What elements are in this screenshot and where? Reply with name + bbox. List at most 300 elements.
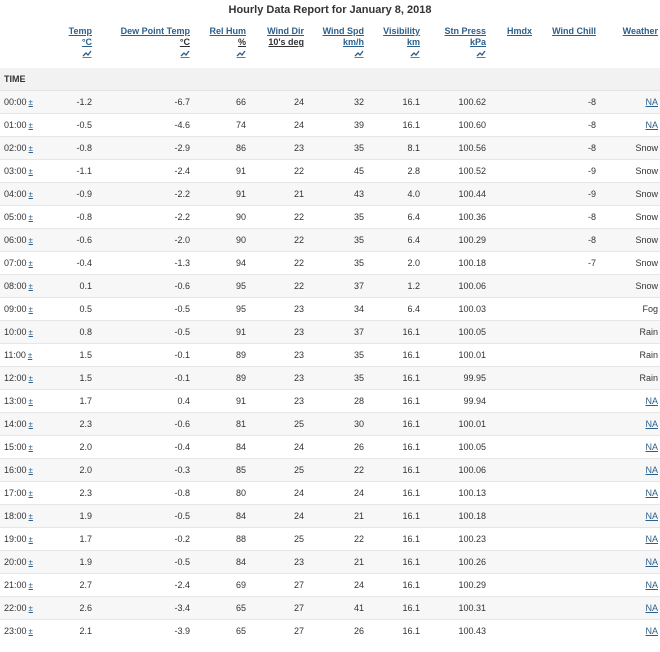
hmdx-cell (490, 367, 536, 390)
weather-cell: Rain (600, 344, 660, 367)
vis-cell: 16.1 (368, 91, 424, 114)
dir-cell: 23 (250, 551, 308, 574)
dir-cell: 23 (250, 298, 308, 321)
vis-cell: 2.8 (368, 160, 424, 183)
time-value: 13:00 (4, 396, 27, 406)
time-value: 18:00 (4, 511, 27, 521)
time-value: 07:00 (4, 258, 27, 268)
time-value: 21:00 (4, 580, 27, 590)
table-row (0, 436, 660, 459)
weather-na-link[interactable]: NA (645, 557, 658, 567)
table-row (0, 229, 660, 252)
hmdx-cell (490, 482, 536, 505)
press-cell: 100.29 (424, 229, 490, 252)
time-value: 09:00 (4, 304, 27, 314)
col-dew[interactable] (96, 24, 194, 68)
line-chart-icon[interactable] (354, 49, 364, 58)
dew-cell: -4.6 (96, 114, 194, 137)
time-flag-link[interactable]: ± (28, 512, 33, 521)
col-chill[interactable] (536, 24, 600, 68)
hmdx-cell (490, 574, 536, 597)
col-press-unit: kPa (469, 37, 486, 47)
weather-cell: Rain (600, 321, 660, 344)
time-cell (0, 275, 58, 298)
chill-cell: -8 (536, 91, 600, 114)
hum-cell: 69 (194, 574, 250, 597)
vis-cell: 16.1 (368, 436, 424, 459)
temp-cell: -0.9 (58, 183, 96, 206)
table-row (0, 505, 660, 528)
table-row (0, 367, 660, 390)
time-cell (0, 436, 58, 459)
col-temp[interactable] (58, 24, 96, 68)
dir-cell: 21 (250, 183, 308, 206)
chill-cell (536, 528, 600, 551)
dir-cell: 24 (250, 114, 308, 137)
chill-cell (536, 390, 600, 413)
time-flag-link[interactable]: ± (28, 259, 33, 268)
press-cell: 100.36 (424, 206, 490, 229)
vis-cell: 16.1 (368, 344, 424, 367)
hum-cell: 89 (194, 344, 250, 367)
hmdx-cell (490, 206, 536, 229)
time-flag-link[interactable]: ± (28, 397, 33, 406)
press-cell: 100.43 (424, 620, 490, 643)
dew-cell: -6.7 (96, 91, 194, 114)
dir-cell: 22 (250, 252, 308, 275)
hmdx-cell (490, 597, 536, 620)
time-cell (0, 597, 58, 620)
time-flag-link[interactable]: ± (28, 167, 33, 176)
vis-cell: 16.1 (368, 367, 424, 390)
spd-cell: 35 (308, 344, 368, 367)
time-flag-link[interactable]: ± (28, 98, 33, 107)
temp-cell: -0.5 (58, 114, 96, 137)
press-cell: 100.29 (424, 574, 490, 597)
dew-cell: -0.4 (96, 436, 194, 459)
hmdx-cell (490, 413, 536, 436)
dir-cell: 24 (250, 505, 308, 528)
weather-cell (600, 91, 660, 114)
temp-cell: 2.3 (58, 482, 96, 505)
vis-cell: 16.1 (368, 413, 424, 436)
hmdx-cell (490, 344, 536, 367)
spd-cell: 35 (308, 229, 368, 252)
time-flag-link[interactable]: ± (28, 144, 33, 153)
col-vis-label[interactable]: Visibility (383, 26, 420, 36)
hmdx-cell (490, 114, 536, 137)
temp-cell: -0.6 (58, 229, 96, 252)
dew-cell: -0.8 (96, 482, 194, 505)
dew-cell: -0.3 (96, 459, 194, 482)
spd-cell: 34 (308, 298, 368, 321)
temp-cell: 1.5 (58, 367, 96, 390)
time-value: 08:00 (4, 281, 27, 291)
spd-cell: 30 (308, 413, 368, 436)
press-cell: 100.44 (424, 183, 490, 206)
col-hum-unit: % (237, 37, 246, 47)
time-header: TIME (0, 68, 660, 91)
spd-cell: 24 (308, 574, 368, 597)
vis-cell: 16.1 (368, 459, 424, 482)
weather-cell: Snow (600, 137, 660, 160)
weather-cell (600, 114, 660, 137)
weather-na-link[interactable]: NA (645, 511, 658, 521)
col-dir-label[interactable]: Wind Dir (267, 26, 304, 36)
col-temp-unit: °C (81, 37, 92, 47)
temp-cell: 0.5 (58, 298, 96, 321)
spd-cell: 39 (308, 114, 368, 137)
press-cell: 100.26 (424, 551, 490, 574)
time-flag-link[interactable]: ± (28, 121, 33, 130)
dew-cell: 0.4 (96, 390, 194, 413)
hum-cell: 80 (194, 482, 250, 505)
time-value: 10:00 (4, 327, 27, 337)
time-value: 11:00 (4, 350, 26, 360)
line-chart-icon[interactable] (180, 49, 190, 58)
dir-cell: 22 (250, 160, 308, 183)
table-row (0, 298, 660, 321)
time-cell (0, 183, 58, 206)
time-flag-link[interactable]: ± (28, 328, 33, 337)
hum-cell: 91 (194, 390, 250, 413)
chill-cell (536, 459, 600, 482)
hum-cell: 94 (194, 252, 250, 275)
spd-cell: 45 (308, 160, 368, 183)
dew-cell: -2.4 (96, 160, 194, 183)
table-row (0, 574, 660, 597)
time-flag-link[interactable]: ± (28, 466, 33, 475)
spd-cell: 21 (308, 551, 368, 574)
hum-cell: 81 (194, 413, 250, 436)
table-row (0, 137, 660, 160)
time-flag-link[interactable]: ± (28, 443, 33, 452)
dew-cell: -3.9 (96, 620, 194, 643)
weather-cell: Snow (600, 183, 660, 206)
dew-cell: -0.5 (96, 551, 194, 574)
weather-na-link[interactable]: NA (645, 534, 658, 544)
hum-cell: 88 (194, 528, 250, 551)
weather-cell: Snow (600, 229, 660, 252)
hum-cell: 65 (194, 597, 250, 620)
dew-cell: -2.4 (96, 574, 194, 597)
vis-cell: 16.1 (368, 574, 424, 597)
press-cell: 100.23 (424, 528, 490, 551)
chill-cell: -7 (536, 252, 600, 275)
weather-cell: Snow (600, 160, 660, 183)
time-cell (0, 505, 58, 528)
col-spd[interactable] (308, 24, 368, 68)
table-row (0, 206, 660, 229)
time-flag-link[interactable]: ± (28, 190, 33, 199)
time-flag-link[interactable]: ± (28, 535, 33, 544)
time-value: 20:00 (4, 557, 27, 567)
time-flag-link[interactable]: ± (28, 236, 33, 245)
chill-cell (536, 298, 600, 321)
time-flag-link[interactable]: ± (28, 374, 33, 383)
press-cell: 100.52 (424, 160, 490, 183)
time-flag-link[interactable]: ± (28, 489, 33, 498)
line-chart-icon[interactable] (476, 49, 486, 58)
dir-cell: 24 (250, 482, 308, 505)
table-row (0, 390, 660, 413)
dew-cell: -2.2 (96, 183, 194, 206)
col-vis[interactable] (368, 24, 424, 68)
hmdx-cell (490, 137, 536, 160)
time-flag-link[interactable]: ± (28, 581, 33, 590)
dir-cell: 25 (250, 413, 308, 436)
dir-cell: 22 (250, 229, 308, 252)
time-cell (0, 482, 58, 505)
chill-cell: -9 (536, 160, 600, 183)
page-title: Hourly Data Report for January 8, 2018 (228, 4, 432, 16)
table-row (0, 344, 660, 367)
hmdx-cell (490, 91, 536, 114)
spd-cell: 35 (308, 137, 368, 160)
table-row (0, 482, 660, 505)
table-row (0, 413, 660, 436)
chill-cell (536, 321, 600, 344)
col-hum[interactable] (194, 24, 250, 68)
hum-cell: 90 (194, 229, 250, 252)
chill-cell (536, 344, 600, 367)
dir-cell: 24 (250, 91, 308, 114)
time-value: 16:00 (4, 465, 27, 475)
time-value: 22:00 (4, 603, 27, 613)
temp-cell: 1.5 (58, 344, 96, 367)
temp-cell: 1.9 (58, 505, 96, 528)
vis-cell: 6.4 (368, 206, 424, 229)
dir-cell: 23 (250, 344, 308, 367)
chill-cell (536, 436, 600, 459)
weather-na-link[interactable]: NA (645, 442, 658, 452)
dew-cell: -0.6 (96, 413, 194, 436)
temp-cell: -0.8 (58, 137, 96, 160)
hmdx-cell (490, 620, 536, 643)
dir-cell: 22 (250, 275, 308, 298)
column-header-row (0, 24, 660, 68)
spd-cell: 37 (308, 321, 368, 344)
line-chart-icon[interactable] (410, 49, 420, 58)
hmdx-cell (490, 436, 536, 459)
col-weather-label[interactable]: Weather (622, 26, 658, 36)
col-temp-label[interactable]: Temp (68, 26, 92, 36)
chill-cell: -8 (536, 206, 600, 229)
col-dir[interactable] (250, 24, 308, 68)
temp-cell: 1.7 (58, 390, 96, 413)
hmdx-cell (490, 160, 536, 183)
hmdx-cell (490, 229, 536, 252)
spd-cell: 32 (308, 91, 368, 114)
hum-cell: 95 (194, 275, 250, 298)
vis-cell: 16.1 (368, 114, 424, 137)
time-value: 12:00 (4, 373, 27, 383)
dew-cell: -0.6 (96, 275, 194, 298)
time-flag-link[interactable]: ± (28, 627, 33, 636)
weather-na-link[interactable]: NA (645, 419, 658, 429)
dir-cell: 23 (250, 367, 308, 390)
time-flag-link[interactable]: ± (28, 213, 33, 222)
time-flag-link[interactable]: ± (28, 305, 33, 314)
press-cell: 100.06 (424, 459, 490, 482)
dew-cell: -1.3 (96, 252, 194, 275)
time-cell (0, 229, 58, 252)
spd-cell: 43 (308, 183, 368, 206)
time-cell (0, 344, 58, 367)
temp-cell: 2.7 (58, 574, 96, 597)
vis-cell: 16.1 (368, 482, 424, 505)
vis-cell: 16.1 (368, 620, 424, 643)
weather-na-link[interactable]: NA (645, 626, 658, 636)
weather-na-link[interactable]: NA (645, 603, 658, 613)
dir-cell: 27 (250, 597, 308, 620)
vis-cell: 16.1 (368, 528, 424, 551)
table-row (0, 459, 660, 482)
dir-cell: 27 (250, 574, 308, 597)
chill-cell: -8 (536, 137, 600, 160)
hum-cell: 66 (194, 91, 250, 114)
hum-cell: 84 (194, 505, 250, 528)
spd-cell: 35 (308, 367, 368, 390)
hourly-data-table (0, 24, 660, 642)
time-cell (0, 459, 58, 482)
vis-cell: 1.2 (368, 275, 424, 298)
time-value: 05:00 (4, 212, 27, 222)
col-press-label[interactable]: Stn Press (444, 26, 486, 36)
weather-na-link[interactable]: NA (645, 97, 658, 107)
hum-cell: 95 (194, 298, 250, 321)
time-flag-link[interactable]: ± (28, 604, 33, 613)
weather-na-link[interactable]: NA (645, 488, 658, 498)
dir-cell: 23 (250, 390, 308, 413)
col-weather[interactable] (600, 24, 660, 68)
press-cell: 100.01 (424, 413, 490, 436)
press-cell: 100.01 (424, 344, 490, 367)
col-hmdx[interactable] (490, 24, 536, 68)
time-value: 15:00 (4, 442, 27, 452)
line-chart-icon[interactable] (82, 49, 92, 58)
press-cell: 100.05 (424, 436, 490, 459)
table-row (0, 620, 660, 643)
time-value: 03:00 (4, 166, 27, 176)
col-dew-label[interactable]: Dew Point Temp (120, 26, 190, 36)
vis-cell: 6.4 (368, 298, 424, 321)
chill-cell (536, 275, 600, 298)
time-flag-link[interactable]: ± (28, 282, 33, 291)
col-hmdx-label[interactable]: Hmdx (506, 26, 532, 36)
vis-cell: 4.0 (368, 183, 424, 206)
chill-cell (536, 620, 600, 643)
dir-cell: 25 (250, 528, 308, 551)
vis-cell: 16.1 (368, 321, 424, 344)
dew-cell: -3.4 (96, 597, 194, 620)
dew-cell: -0.5 (96, 298, 194, 321)
vis-cell: 16.1 (368, 551, 424, 574)
temp-cell: 0.1 (58, 275, 96, 298)
time-value: 00:00 (4, 97, 27, 107)
temp-cell: -0.4 (58, 252, 96, 275)
vis-cell: 8.1 (368, 137, 424, 160)
weather-cell (600, 551, 660, 574)
weather-cell (600, 597, 660, 620)
spd-cell: 41 (308, 597, 368, 620)
temp-cell: -1.2 (58, 91, 96, 114)
weather-cell: Rain (600, 367, 660, 390)
press-cell: 100.06 (424, 275, 490, 298)
spd-cell: 22 (308, 528, 368, 551)
hum-cell: 91 (194, 183, 250, 206)
spd-cell: 22 (308, 459, 368, 482)
hmdx-cell (490, 390, 536, 413)
chill-cell: -8 (536, 114, 600, 137)
press-cell: 100.31 (424, 597, 490, 620)
time-cell (0, 528, 58, 551)
hum-cell: 85 (194, 459, 250, 482)
hum-cell: 91 (194, 321, 250, 344)
hum-cell: 90 (194, 206, 250, 229)
col-spd-label[interactable]: Wind Spd (322, 26, 364, 36)
time-value: 19:00 (4, 534, 27, 544)
time-flag-link[interactable]: ± (27, 351, 33, 360)
table-row (0, 91, 660, 114)
vis-cell: 2.0 (368, 252, 424, 275)
table-row (0, 160, 660, 183)
hmdx-cell (490, 298, 536, 321)
weather-cell (600, 620, 660, 643)
weather-cell (600, 459, 660, 482)
hmdx-cell (490, 505, 536, 528)
hmdx-cell (490, 275, 536, 298)
col-chill-label[interactable]: Wind Chill (552, 26, 596, 36)
hmdx-cell (490, 183, 536, 206)
temp-cell: 1.9 (58, 551, 96, 574)
weather-na-link[interactable]: NA (645, 580, 658, 590)
dew-cell: -0.2 (96, 528, 194, 551)
table-row (0, 528, 660, 551)
spd-cell: 35 (308, 252, 368, 275)
time-cell (0, 114, 58, 137)
table-row (0, 551, 660, 574)
weather-na-link[interactable]: NA (645, 120, 658, 130)
col-dew-unit: °C (179, 37, 190, 47)
dew-cell: -0.1 (96, 344, 194, 367)
temp-cell: 1.7 (58, 528, 96, 551)
weather-na-link[interactable]: NA (645, 465, 658, 475)
col-hum-label[interactable]: Rel Hum (209, 26, 246, 36)
time-flag-link[interactable]: ± (28, 420, 33, 429)
time-flag-link[interactable]: ± (28, 558, 33, 567)
table-row (0, 114, 660, 137)
hum-cell: 86 (194, 137, 250, 160)
press-cell: 100.18 (424, 505, 490, 528)
time-cell (0, 298, 58, 321)
dir-cell: 23 (250, 137, 308, 160)
chill-cell (536, 482, 600, 505)
weather-cell: Snow (600, 206, 660, 229)
dir-cell: 24 (250, 436, 308, 459)
hum-cell: 91 (194, 160, 250, 183)
spd-cell: 21 (308, 505, 368, 528)
hum-cell: 74 (194, 114, 250, 137)
weather-cell (600, 528, 660, 551)
chill-cell (536, 597, 600, 620)
weather-cell (600, 574, 660, 597)
weather-na-link[interactable]: NA (645, 396, 658, 406)
time-cell (0, 390, 58, 413)
dew-cell: -0.1 (96, 367, 194, 390)
col-press[interactable] (424, 24, 490, 68)
line-chart-icon[interactable] (236, 49, 246, 58)
